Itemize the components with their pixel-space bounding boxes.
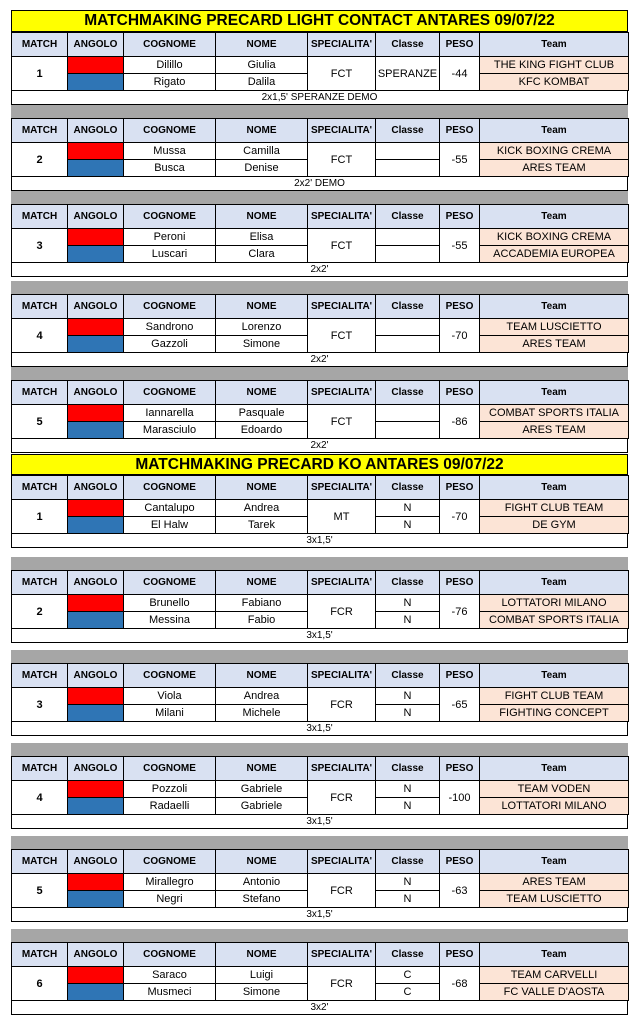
- header-nome: NOME: [216, 33, 308, 57]
- red-team: THE KING FIGHT CLUB: [480, 57, 629, 74]
- match-number: 4: [12, 781, 68, 815]
- match-block: [11, 118, 628, 191]
- blue-corner-swatch: [68, 891, 124, 908]
- red-corner-swatch: [68, 781, 124, 798]
- header-cognome: COGNOME: [124, 295, 216, 319]
- header-specialita: SPECIALITA': [308, 476, 376, 500]
- match-number: 2: [12, 595, 68, 629]
- header-row: [12, 476, 629, 500]
- red-cognome: Pozzoli: [124, 781, 216, 798]
- header-cognome: COGNOME: [124, 943, 216, 967]
- peso: -76: [440, 595, 480, 629]
- blue-classe: N: [376, 517, 440, 534]
- match-number: 6: [12, 967, 68, 1001]
- header-match: MATCH: [12, 119, 68, 143]
- header-peso: PESO: [440, 205, 480, 229]
- red-cognome: Sandrono: [124, 319, 216, 336]
- blue-classe: C: [376, 984, 440, 1001]
- header-classe: Classe: [376, 33, 440, 57]
- header-peso: PESO: [440, 757, 480, 781]
- header-team: Team: [480, 33, 629, 57]
- match-number: 3: [12, 229, 68, 263]
- blue-corner-swatch: [68, 74, 124, 91]
- header-team: Team: [480, 119, 629, 143]
- match-block: [11, 475, 628, 548]
- red-cognome: Viola: [124, 688, 216, 705]
- red-team: FIGHT CLUB TEAM: [480, 688, 629, 705]
- header-nome: NOME: [216, 943, 308, 967]
- red-team: KICK BOXING CREMA: [480, 229, 629, 246]
- header-classe: Classe: [376, 476, 440, 500]
- match-block: [11, 849, 628, 922]
- match-table: [11, 475, 629, 534]
- match-format: 2x2': [11, 353, 628, 367]
- match-table: [11, 294, 629, 353]
- peso: -100: [440, 781, 480, 815]
- blue-classe: N: [376, 798, 440, 815]
- blue-nome: Dalila: [216, 74, 308, 91]
- match-number: 5: [12, 405, 68, 439]
- red-team: COMBAT SPORTS ITALIA: [480, 405, 629, 422]
- match-separator: [11, 929, 628, 942]
- header-peso: PESO: [440, 476, 480, 500]
- peso: -55: [440, 143, 480, 177]
- red-corner-row: [12, 319, 629, 336]
- specialita: FCR: [308, 967, 376, 1001]
- red-classe: N: [376, 688, 440, 705]
- blue-team: DE GYM: [480, 517, 629, 534]
- match-table: [11, 570, 629, 629]
- header-row: [12, 850, 629, 874]
- header-team: Team: [480, 850, 629, 874]
- blue-nome: Clara: [216, 246, 308, 263]
- header-angolo: ANGOLO: [68, 664, 124, 688]
- match-separator: [11, 367, 628, 380]
- red-classe: [376, 405, 440, 422]
- header-classe: Classe: [376, 571, 440, 595]
- blue-cognome: Musmeci: [124, 984, 216, 1001]
- red-nome: Giulia: [216, 57, 308, 74]
- match-format: 2x2' DEMO: [11, 177, 628, 191]
- red-team: TEAM CARVELLI: [480, 967, 629, 984]
- blue-corner-swatch: [68, 705, 124, 722]
- red-nome: Fabiano: [216, 595, 308, 612]
- header-angolo: ANGOLO: [68, 943, 124, 967]
- red-corner-row: [12, 688, 629, 705]
- header-team: Team: [480, 381, 629, 405]
- red-cognome: Mirallegro: [124, 874, 216, 891]
- match-table: [11, 756, 629, 815]
- blue-cognome: Negri: [124, 891, 216, 908]
- header-nome: NOME: [216, 205, 308, 229]
- match-format: 3x1,5': [11, 908, 628, 922]
- match-separator: [11, 650, 628, 663]
- header-nome: NOME: [216, 850, 308, 874]
- red-corner-row: [12, 874, 629, 891]
- header-angolo: ANGOLO: [68, 381, 124, 405]
- red-cognome: Iannarella: [124, 405, 216, 422]
- red-classe: [376, 229, 440, 246]
- blue-cognome: Milani: [124, 705, 216, 722]
- header-nome: NOME: [216, 571, 308, 595]
- blue-corner-swatch: [68, 422, 124, 439]
- blue-cognome: Gazzoli: [124, 336, 216, 353]
- header-classe: Classe: [376, 664, 440, 688]
- red-team: LOTTATORI MILANO: [480, 595, 629, 612]
- header-team: Team: [480, 757, 629, 781]
- header-peso: PESO: [440, 571, 480, 595]
- specialita: FCR: [308, 688, 376, 722]
- blue-team: ACCADEMIA EUROPEA: [480, 246, 629, 263]
- red-corner-swatch: [68, 688, 124, 705]
- header-cognome: COGNOME: [124, 757, 216, 781]
- match-block: [11, 663, 628, 736]
- header-specialita: SPECIALITA': [308, 757, 376, 781]
- header-cognome: COGNOME: [124, 119, 216, 143]
- blue-cognome: Messina: [124, 612, 216, 629]
- blue-nome: Fabio: [216, 612, 308, 629]
- red-nome: Luigi: [216, 967, 308, 984]
- blue-classe: [376, 422, 440, 439]
- blue-corner-swatch: [68, 517, 124, 534]
- red-team: KICK BOXING CREMA: [480, 143, 629, 160]
- red-cognome: Dilillo: [124, 57, 216, 74]
- blue-corner-swatch: [68, 612, 124, 629]
- match-table: [11, 204, 629, 263]
- header-nome: NOME: [216, 295, 308, 319]
- red-corner-row: [12, 781, 629, 798]
- blue-cognome: Busca: [124, 160, 216, 177]
- header-row: [12, 381, 629, 405]
- section-title: MATCHMAKING PRECARD LIGHT CONTACT ANTARES 09/07/22: [11, 10, 628, 32]
- blue-team: FC VALLE D'AOSTA: [480, 984, 629, 1001]
- header-angolo: ANGOLO: [68, 119, 124, 143]
- match-format: 3x1,5': [11, 534, 628, 548]
- match-block: [11, 570, 628, 643]
- header-row: [12, 664, 629, 688]
- blue-classe: [376, 336, 440, 353]
- blue-team: LOTTATORI MILANO: [480, 798, 629, 815]
- header-angolo: ANGOLO: [68, 850, 124, 874]
- blue-classe: N: [376, 612, 440, 629]
- red-corner-swatch: [68, 595, 124, 612]
- header-team: Team: [480, 664, 629, 688]
- blue-team: TEAM LUSCIETTO: [480, 891, 629, 908]
- red-classe: N: [376, 500, 440, 517]
- red-classe: N: [376, 595, 440, 612]
- match-separator: [11, 743, 628, 756]
- header-row: [12, 33, 629, 57]
- header-peso: PESO: [440, 943, 480, 967]
- red-cognome: Brunello: [124, 595, 216, 612]
- red-cognome: Saraco: [124, 967, 216, 984]
- header-match: MATCH: [12, 850, 68, 874]
- header-match: MATCH: [12, 205, 68, 229]
- header-peso: PESO: [440, 664, 480, 688]
- red-corner-swatch: [68, 500, 124, 517]
- red-corner-swatch: [68, 319, 124, 336]
- red-corner-row: [12, 229, 629, 246]
- header-classe: Classe: [376, 205, 440, 229]
- red-cognome: Cantalupo: [124, 500, 216, 517]
- blue-classe: N: [376, 891, 440, 908]
- blue-cognome: El Halw: [124, 517, 216, 534]
- blue-team: FIGHTING CONCEPT: [480, 705, 629, 722]
- red-nome: Andrea: [216, 500, 308, 517]
- blue-team: ARES TEAM: [480, 422, 629, 439]
- red-nome: Gabriele: [216, 781, 308, 798]
- header-match: MATCH: [12, 381, 68, 405]
- header-team: Team: [480, 295, 629, 319]
- header-cognome: COGNOME: [124, 476, 216, 500]
- blue-nome: Tarek: [216, 517, 308, 534]
- red-nome: Elisa: [216, 229, 308, 246]
- match-format: 2x2': [11, 263, 628, 277]
- red-corner-row: [12, 57, 629, 74]
- header-team: Team: [480, 476, 629, 500]
- specialita: FCT: [308, 57, 376, 91]
- header-match: MATCH: [12, 295, 68, 319]
- match-table: [11, 380, 629, 439]
- blue-nome: Stefano: [216, 891, 308, 908]
- peso: -44: [440, 57, 480, 91]
- blue-nome: Denise: [216, 160, 308, 177]
- peso: -86: [440, 405, 480, 439]
- peso: -55: [440, 229, 480, 263]
- header-row: [12, 295, 629, 319]
- red-corner-row: [12, 595, 629, 612]
- match-format: 3x1,5': [11, 815, 628, 829]
- header-cognome: COGNOME: [124, 664, 216, 688]
- match-separator: [11, 191, 628, 204]
- red-corner-swatch: [68, 405, 124, 422]
- peso: -70: [440, 319, 480, 353]
- blue-cognome: Radaelli: [124, 798, 216, 815]
- match-block: [11, 204, 628, 277]
- red-corner-swatch: [68, 229, 124, 246]
- blue-team: KFC KOMBAT: [480, 74, 629, 91]
- match-number: 3: [12, 688, 68, 722]
- header-peso: PESO: [440, 381, 480, 405]
- match-format: 3x2': [11, 1001, 628, 1015]
- match-format: 3x1,5': [11, 629, 628, 643]
- red-nome: Camilla: [216, 143, 308, 160]
- header-row: [12, 119, 629, 143]
- red-cognome: Peroni: [124, 229, 216, 246]
- header-angolo: ANGOLO: [68, 205, 124, 229]
- header-row: [12, 571, 629, 595]
- red-corner-swatch: [68, 967, 124, 984]
- header-match: MATCH: [12, 943, 68, 967]
- header-team: Team: [480, 205, 629, 229]
- red-team: TEAM LUSCIETTO: [480, 319, 629, 336]
- header-peso: PESO: [440, 850, 480, 874]
- match-table: [11, 663, 629, 722]
- header-cognome: COGNOME: [124, 205, 216, 229]
- match-block: [11, 294, 628, 367]
- blue-team: ARES TEAM: [480, 160, 629, 177]
- specialita: FCR: [308, 874, 376, 908]
- header-match: MATCH: [12, 33, 68, 57]
- blue-corner-swatch: [68, 160, 124, 177]
- blue-classe: [376, 246, 440, 263]
- red-corner-swatch: [68, 143, 124, 160]
- blue-nome: Edoardo: [216, 422, 308, 439]
- header-specialita: SPECIALITA': [308, 33, 376, 57]
- match-separator: [11, 105, 628, 118]
- red-classe: N: [376, 781, 440, 798]
- header-angolo: ANGOLO: [68, 757, 124, 781]
- header-match: MATCH: [12, 757, 68, 781]
- header-match: MATCH: [12, 571, 68, 595]
- peso: -68: [440, 967, 480, 1001]
- header-cognome: COGNOME: [124, 381, 216, 405]
- red-classe: N: [376, 874, 440, 891]
- header-angolo: ANGOLO: [68, 33, 124, 57]
- match-format: 2x2': [11, 439, 628, 453]
- blue-team: COMBAT SPORTS ITALIA: [480, 612, 629, 629]
- header-specialita: SPECIALITA': [308, 295, 376, 319]
- blue-nome: Gabriele: [216, 798, 308, 815]
- blue-corner-swatch: [68, 984, 124, 1001]
- specialita: FCR: [308, 595, 376, 629]
- classe: SPERANZE: [376, 57, 440, 91]
- header-classe: Classe: [376, 381, 440, 405]
- red-team: ARES TEAM: [480, 874, 629, 891]
- red-nome: Andrea: [216, 688, 308, 705]
- red-classe: C: [376, 967, 440, 984]
- match-separator: [11, 281, 628, 294]
- specialita: FCT: [308, 143, 376, 177]
- red-team: FIGHT CLUB TEAM: [480, 500, 629, 517]
- header-team: Team: [480, 571, 629, 595]
- red-classe: [376, 143, 440, 160]
- match-table: [11, 849, 629, 908]
- red-team: TEAM VODEN: [480, 781, 629, 798]
- match-block: [11, 756, 628, 829]
- blue-cognome: Luscari: [124, 246, 216, 263]
- peso: -70: [440, 500, 480, 534]
- header-specialita: SPECIALITA': [308, 850, 376, 874]
- header-nome: NOME: [216, 476, 308, 500]
- blue-nome: Simone: [216, 336, 308, 353]
- blue-corner-swatch: [68, 246, 124, 263]
- header-angolo: ANGOLO: [68, 571, 124, 595]
- blue-nome: Michele: [216, 705, 308, 722]
- header-cognome: COGNOME: [124, 850, 216, 874]
- match-number: 4: [12, 319, 68, 353]
- header-classe: Classe: [376, 943, 440, 967]
- specialita: FCR: [308, 781, 376, 815]
- red-cognome: Mussa: [124, 143, 216, 160]
- header-row: [12, 757, 629, 781]
- header-specialita: SPECIALITA': [308, 571, 376, 595]
- match-number: 1: [12, 500, 68, 534]
- blue-classe: N: [376, 705, 440, 722]
- header-row: [12, 943, 629, 967]
- header-nome: NOME: [216, 664, 308, 688]
- header-specialita: SPECIALITA': [308, 943, 376, 967]
- header-nome: NOME: [216, 119, 308, 143]
- header-row: [12, 205, 629, 229]
- blue-cognome: Marasciulo: [124, 422, 216, 439]
- header-nome: NOME: [216, 757, 308, 781]
- header-classe: Classe: [376, 850, 440, 874]
- blue-corner-swatch: [68, 336, 124, 353]
- section-title: MATCHMAKING PRECARD KO ANTARES 09/07/22: [11, 454, 628, 475]
- header-cognome: COGNOME: [124, 33, 216, 57]
- header-nome: NOME: [216, 381, 308, 405]
- header-classe: Classe: [376, 119, 440, 143]
- red-corner-swatch: [68, 874, 124, 891]
- peso: -65: [440, 688, 480, 722]
- match-separator: [11, 557, 628, 570]
- header-classe: Classe: [376, 757, 440, 781]
- red-nome: Lorenzo: [216, 319, 308, 336]
- specialita: FCT: [308, 405, 376, 439]
- red-corner-swatch: [68, 57, 124, 74]
- match-block: [11, 942, 628, 1015]
- match-number: 5: [12, 874, 68, 908]
- red-nome: Antonio: [216, 874, 308, 891]
- blue-classe: [376, 160, 440, 177]
- match-block: [11, 380, 628, 453]
- peso: -63: [440, 874, 480, 908]
- header-specialita: SPECIALITA': [308, 119, 376, 143]
- specialita: FCT: [308, 229, 376, 263]
- match-block: [11, 32, 628, 105]
- blue-nome: Simone: [216, 984, 308, 1001]
- specialita: FCT: [308, 319, 376, 353]
- blue-team: ARES TEAM: [480, 336, 629, 353]
- header-angolo: ANGOLO: [68, 476, 124, 500]
- header-angolo: ANGOLO: [68, 295, 124, 319]
- header-specialita: SPECIALITA': [308, 664, 376, 688]
- red-corner-row: [12, 500, 629, 517]
- red-corner-row: [12, 405, 629, 422]
- header-peso: PESO: [440, 33, 480, 57]
- header-peso: PESO: [440, 119, 480, 143]
- match-format: 3x1,5': [11, 722, 628, 736]
- header-peso: PESO: [440, 295, 480, 319]
- blue-cognome: Rigato: [124, 74, 216, 91]
- header-match: MATCH: [12, 476, 68, 500]
- header-team: Team: [480, 943, 629, 967]
- header-match: MATCH: [12, 664, 68, 688]
- match-format: 2x1,5' SPERANZE DEMO: [11, 91, 628, 105]
- red-classe: [376, 319, 440, 336]
- match-table: [11, 942, 629, 1001]
- header-specialita: SPECIALITA': [308, 381, 376, 405]
- match-number: 1: [12, 57, 68, 91]
- match-table: [11, 32, 629, 91]
- red-corner-row: [12, 967, 629, 984]
- header-classe: Classe: [376, 295, 440, 319]
- match-number: 2: [12, 143, 68, 177]
- header-specialita: SPECIALITA': [308, 205, 376, 229]
- red-nome: Pasquale: [216, 405, 308, 422]
- match-table: [11, 118, 629, 177]
- red-corner-row: [12, 143, 629, 160]
- match-separator: [11, 836, 628, 849]
- blue-corner-swatch: [68, 798, 124, 815]
- specialita: MT: [308, 500, 376, 534]
- header-cognome: COGNOME: [124, 571, 216, 595]
